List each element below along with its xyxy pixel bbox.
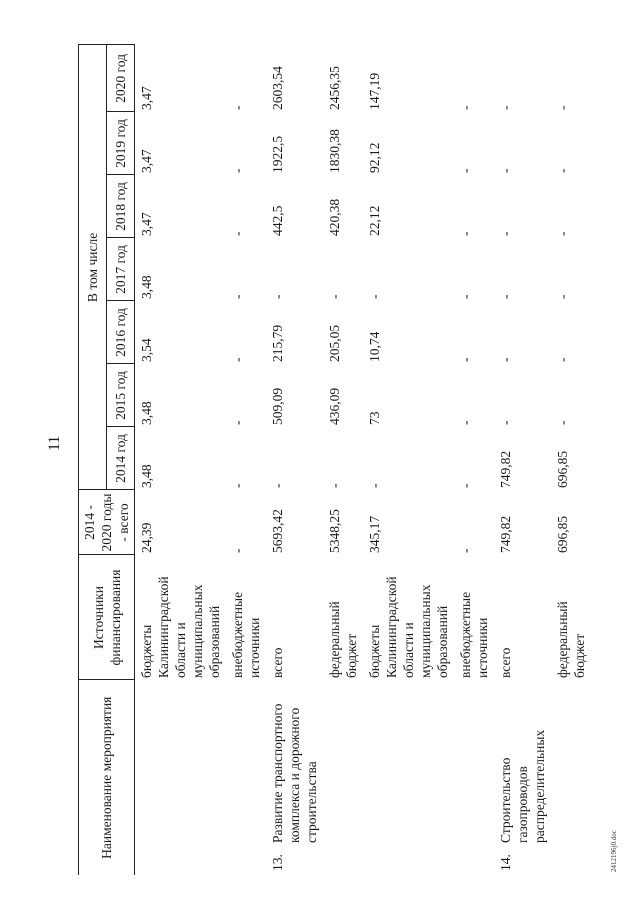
header-year: 2020 год bbox=[107, 45, 135, 112]
year-value: 749,82 bbox=[498, 450, 513, 488]
year-value: - bbox=[367, 483, 382, 488]
header-incl: В том числе bbox=[79, 45, 107, 490]
year-value: - bbox=[458, 483, 473, 488]
total-value: 696,85 bbox=[555, 515, 570, 553]
year-value: 3,48 bbox=[139, 275, 154, 299]
year-value: 436,09 bbox=[327, 387, 342, 425]
year-value: - bbox=[555, 231, 570, 236]
table-row bbox=[266, 45, 323, 875]
total-value: 5693,42 bbox=[270, 509, 285, 553]
table-row bbox=[226, 45, 266, 875]
year-value: 442,5 bbox=[270, 205, 285, 236]
year-value: - bbox=[327, 294, 342, 299]
table-header bbox=[79, 45, 135, 875]
header-year: 2017 год bbox=[107, 238, 135, 301]
year-value: 420,38 bbox=[327, 198, 342, 236]
header-name: Наименование мероприятия bbox=[79, 680, 135, 875]
footer-file-code: 2412196j0.doc bbox=[610, 830, 618, 872]
year-value: 3,47 bbox=[139, 86, 154, 110]
year-value: 2456,35 bbox=[327, 66, 342, 110]
rotated-table-container bbox=[78, 45, 587, 875]
funding-source: федеральный бюджет bbox=[555, 601, 587, 678]
funding-source: всего bbox=[498, 647, 513, 678]
year-value: 215,79 bbox=[270, 324, 285, 362]
activity-name bbox=[363, 680, 454, 845]
header-year: 2016 год bbox=[107, 301, 135, 364]
table-row bbox=[323, 45, 363, 875]
year-value: - bbox=[555, 357, 570, 362]
year-value: - bbox=[230, 357, 245, 362]
year-value: - bbox=[230, 168, 245, 173]
year-value: - bbox=[498, 231, 513, 236]
total-value: 5348,25 bbox=[327, 509, 342, 553]
funding-source: внебюджетные источники bbox=[458, 591, 490, 678]
year-value: - bbox=[555, 105, 570, 110]
year-value: - bbox=[498, 294, 513, 299]
header-sources: Источники финансирования bbox=[79, 555, 135, 680]
activity-name bbox=[323, 680, 363, 845]
year-value: 22,12 bbox=[367, 205, 382, 236]
row-number bbox=[226, 845, 266, 875]
year-value: - bbox=[458, 168, 473, 173]
funding-source: бюджеты Калининградской области и муниципальных образований bbox=[139, 576, 222, 678]
table-row bbox=[454, 45, 494, 875]
year-value: 3,47 bbox=[139, 149, 154, 173]
year-value: - bbox=[498, 105, 513, 110]
year-value: - bbox=[230, 231, 245, 236]
funding-source: внебюджетные источники bbox=[230, 591, 262, 678]
year-value: - bbox=[230, 105, 245, 110]
year-value: - bbox=[458, 357, 473, 362]
activity-name: Строительство газопроводов распределительных bbox=[498, 729, 547, 843]
activity-name bbox=[551, 680, 591, 845]
year-value: 696,85 bbox=[555, 450, 570, 488]
table-body bbox=[135, 45, 592, 875]
year-value: - bbox=[367, 294, 382, 299]
row-number bbox=[551, 845, 591, 875]
activity-name bbox=[454, 680, 494, 845]
funding-source: федеральный бюджет bbox=[327, 601, 359, 678]
year-value: - bbox=[458, 231, 473, 236]
activity-name bbox=[135, 680, 227, 845]
year-value: 1922,5 bbox=[270, 135, 285, 173]
total-value: - bbox=[458, 548, 473, 553]
year-value: 509,09 bbox=[270, 387, 285, 425]
year-value: 147,19 bbox=[367, 72, 382, 110]
row-number bbox=[323, 845, 363, 875]
year-value: - bbox=[458, 420, 473, 425]
total-value: 345,17 bbox=[367, 515, 382, 553]
year-value: 1830,38 bbox=[327, 129, 342, 173]
year-value: - bbox=[498, 420, 513, 425]
year-value: 73 bbox=[367, 411, 382, 425]
year-value: - bbox=[327, 483, 342, 488]
year-value: 3,48 bbox=[139, 401, 154, 425]
table-row bbox=[363, 45, 454, 875]
year-value: 92,12 bbox=[367, 142, 382, 173]
header-year: 2019 год bbox=[107, 112, 135, 175]
year-value: - bbox=[270, 483, 285, 488]
year-value: - bbox=[498, 168, 513, 173]
year-value: - bbox=[230, 420, 245, 425]
financing-table bbox=[78, 44, 591, 875]
header-total: 2014 - 2020 годы - всего bbox=[79, 490, 135, 555]
year-value: 3,47 bbox=[139, 212, 154, 236]
year-value: - bbox=[555, 420, 570, 425]
year-value: 10,74 bbox=[367, 331, 382, 362]
year-value: - bbox=[498, 357, 513, 362]
year-value: - bbox=[458, 294, 473, 299]
row-number: 13. bbox=[270, 854, 285, 871]
year-value: - bbox=[555, 168, 570, 173]
total-value: 24,39 bbox=[139, 522, 154, 553]
year-value: - bbox=[270, 294, 285, 299]
year-value: - bbox=[458, 105, 473, 110]
year-value: - bbox=[230, 483, 245, 488]
page-number: 11 bbox=[46, 435, 63, 451]
row-number: 14. bbox=[498, 854, 513, 871]
header-year: 2014 год bbox=[107, 427, 135, 490]
table-row bbox=[551, 45, 591, 875]
table-row bbox=[135, 45, 227, 875]
year-value: 205,05 bbox=[327, 324, 342, 362]
year-value: 3,54 bbox=[139, 338, 154, 362]
row-number bbox=[454, 845, 494, 875]
year-value: 2603,54 bbox=[270, 66, 285, 110]
funding-source: всего bbox=[270, 647, 285, 678]
total-value: 749,82 bbox=[498, 515, 513, 553]
row-number bbox=[363, 845, 454, 875]
row-number bbox=[135, 845, 227, 875]
header-year: 2015 год bbox=[107, 364, 135, 427]
funding-source: бюджеты Калининградской области и муниципальных образований bbox=[367, 576, 450, 678]
total-value: - bbox=[230, 548, 245, 553]
year-value: 3,48 bbox=[139, 464, 154, 488]
year-value: - bbox=[230, 294, 245, 299]
header-year: 2018 год bbox=[107, 175, 135, 238]
activity-name: Развитие транспортного комплекса и дорожного строительства bbox=[270, 703, 319, 843]
year-value: - bbox=[555, 294, 570, 299]
table-row bbox=[494, 45, 551, 875]
activity-name bbox=[226, 680, 266, 845]
